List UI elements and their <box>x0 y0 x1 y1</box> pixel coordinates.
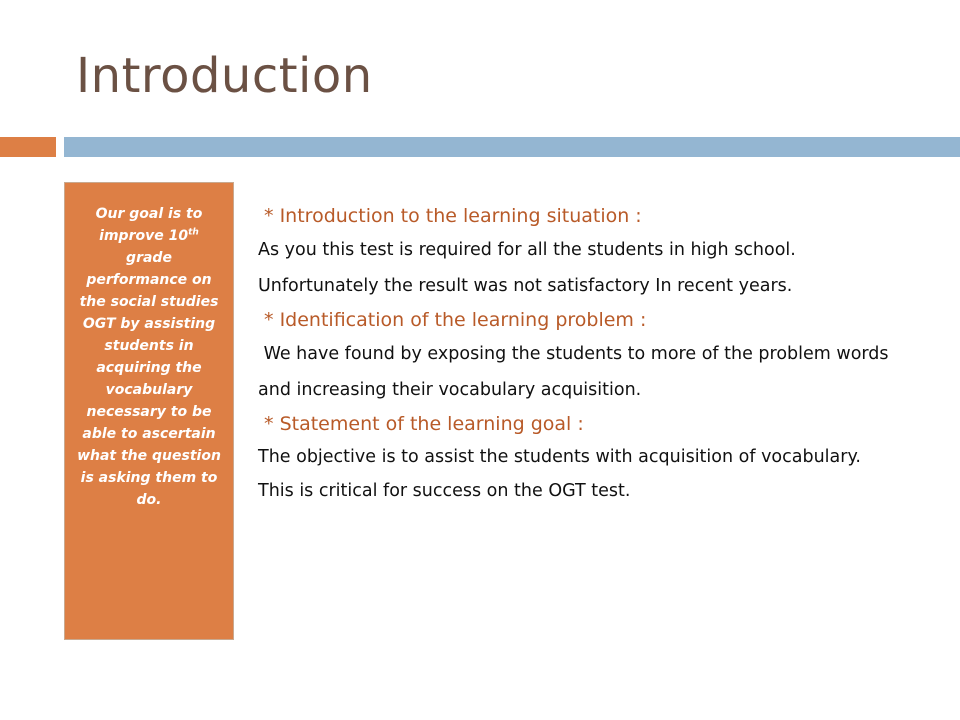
section-heading-learning-problem: * Identification of the learning problem : <box>258 309 647 331</box>
learning-situation-paragraph-2: Unfortunately the result was not satisfactory In recent years. <box>258 276 793 296</box>
learning-situation-paragraph-1: As you this test is required for all the students in high school. <box>258 240 796 260</box>
goal-text-superscript: th <box>188 227 199 238</box>
goal-text-part1: Our goal is to improve 10 <box>95 206 203 244</box>
main-content <box>258 200 898 508</box>
learning-problem-paragraph: We have found by exposing the students to more of the problem words and increasing their vocabulary acquisition. <box>258 344 895 400</box>
section-heading-learning-situation: * Introduction to the learning situation : <box>258 205 642 227</box>
title-underline-accent <box>0 137 56 157</box>
goal-sidebar <box>64 182 234 640</box>
title-underline-bar <box>64 137 960 157</box>
section-heading-learning-goal: * Statement of the learning goal : <box>258 413 584 435</box>
learning-goal-paragraph: The objective is to assist the students with acquisition of vocabulary. This is critical for success on the OGT test. <box>258 447 861 501</box>
goal-text-part2: grade performance on the social studies OGT by assisting students in acquiring the vocabulary necessary to be able to ascertain what the question is asking them to do. <box>77 250 221 508</box>
slide-title: Introduction <box>76 48 373 104</box>
